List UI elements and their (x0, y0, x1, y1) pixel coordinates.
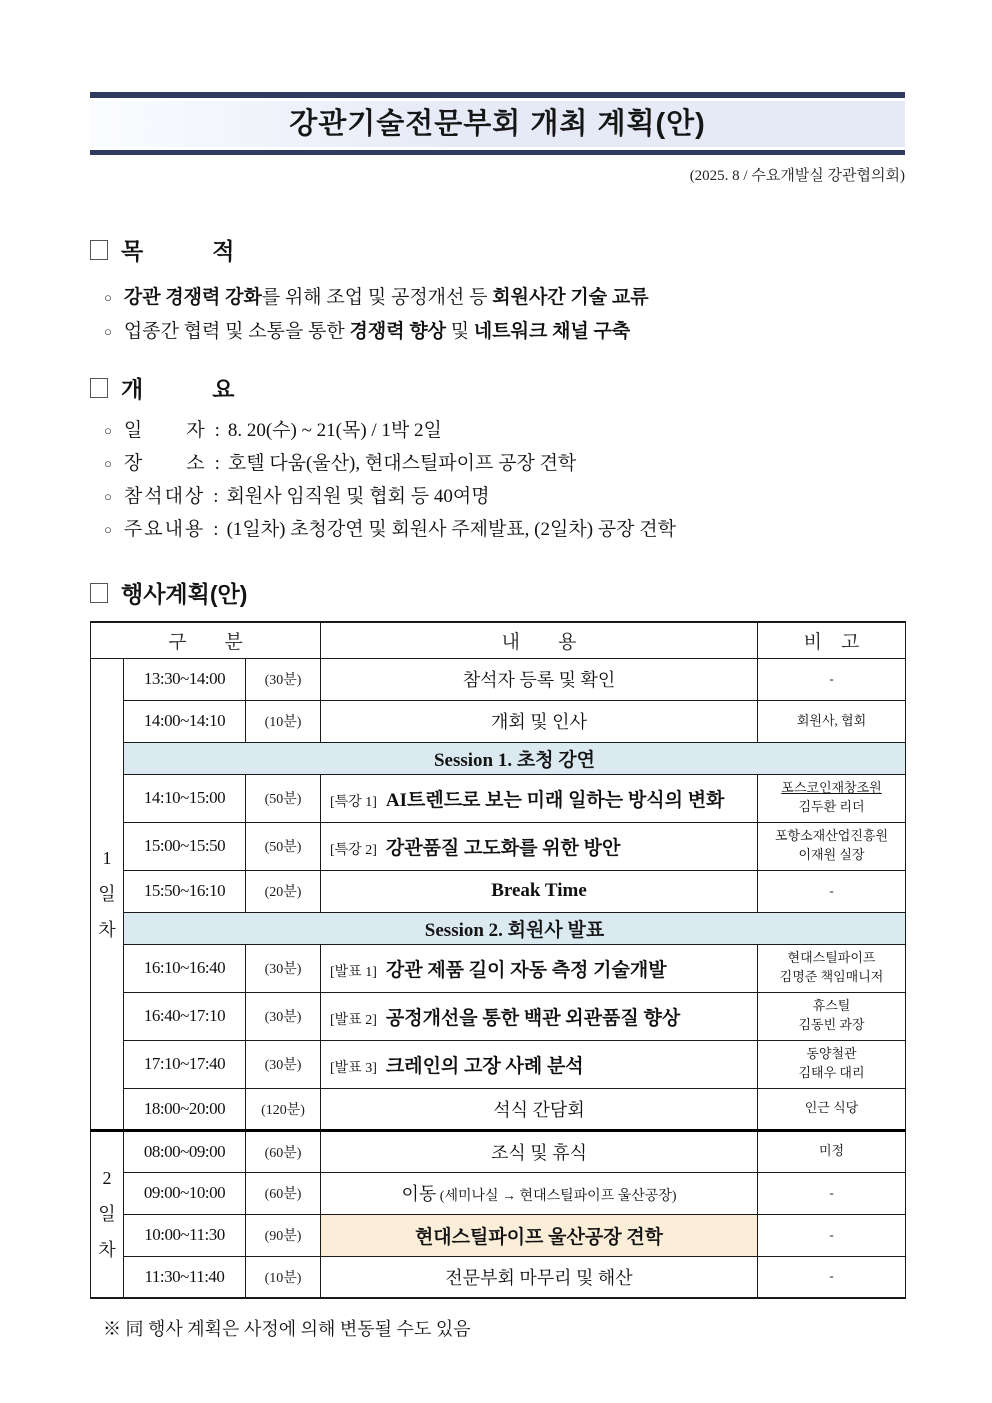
session-row (91, 742, 906, 774)
overview-item-label: 주요내용 (123, 519, 206, 540)
time-cell: 13:30~14:00 (124, 658, 246, 700)
content-cell: 석식 간담회 (321, 1088, 758, 1130)
remark-cell: - (758, 1214, 906, 1256)
time-cell: 18:00~20:00 (124, 1088, 246, 1130)
overview-item-label: 장 소 (123, 453, 207, 474)
duration-cell: (20분) (246, 870, 321, 912)
content-cell: [발표 3] 크레인의 고장 사례 분석 (321, 1040, 758, 1088)
remark-cell: 미정 (758, 1130, 906, 1172)
overview-item (104, 513, 905, 546)
colon-separator: : (214, 453, 220, 474)
circle-bullet-icon: ○ (104, 489, 112, 504)
table-row (91, 1130, 906, 1172)
content-cell: 조식 및 휴식 (321, 1130, 758, 1172)
remark-cell: - (758, 658, 906, 700)
content-cell: [발표 1] 강관 제품 길이 자동 측정 기술개발 (321, 944, 758, 992)
purpose-item-text: 강관 경쟁력 강화를 위해 조업 및 공정개선 등 회원사간 기술 교류 (123, 287, 649, 308)
table-row (91, 700, 906, 742)
overview-item (104, 447, 905, 480)
overview-item-value: (1일차) 초청강연 및 회원사 주제발표, (2일차) 공장 견학 (226, 519, 676, 540)
doc-subtitle: (2025. 8 / 수요개발실 강관협의회) (689, 168, 905, 184)
duration-cell: (10분) (246, 1256, 321, 1298)
remark-cell: - (758, 1256, 906, 1298)
remark-cell: 포스코인재창조원 김두환 리더 (758, 774, 906, 822)
duration-cell: (10분) (246, 700, 321, 742)
col-header-division: 구 분 (91, 622, 321, 658)
duration-cell: (30분) (246, 1040, 321, 1088)
circle-bullet-icon: ○ (104, 456, 112, 471)
square-bullet-icon (90, 240, 108, 260)
duration-cell: (30분) (246, 992, 321, 1040)
duration-cell: (60분) (246, 1130, 321, 1172)
overview-item (104, 414, 905, 447)
remark-cell: - (758, 870, 906, 912)
session-title: Session 1. 초청 강연 (124, 742, 906, 774)
colon-separator: : (213, 519, 219, 540)
table-row (91, 658, 906, 700)
duration-cell: (120분) (246, 1088, 321, 1130)
remark-cell: 휴스틸 김동빈 과장 (758, 992, 906, 1040)
purpose-item (104, 281, 905, 315)
time-cell: 10:00~11:30 (124, 1214, 246, 1256)
content-cell: [특강 1] AI트렌드로 보는 미래 일하는 방식의 변화 (321, 774, 758, 822)
time-cell: 14:10~15:00 (124, 774, 246, 822)
table-row (91, 1172, 906, 1214)
schedule-table (90, 621, 906, 1299)
day-cell: 1 일 차 (91, 658, 124, 1130)
time-cell: 15:00~15:50 (124, 822, 246, 870)
time-cell: 15:50~16:10 (124, 870, 246, 912)
table-row (91, 1088, 906, 1130)
content-cell: Break Time (321, 870, 758, 912)
content-cell: 개회 및 인사 (321, 700, 758, 742)
remark-cell: 동양철관 김태우 대리 (758, 1040, 906, 1088)
purpose-item (104, 315, 905, 349)
section-heading-plan-label: 행사계획(안) (121, 581, 248, 607)
colon-separator: : (214, 420, 220, 441)
section-heading-overview (90, 371, 905, 404)
content-cell: [특강 2] 강관품질 고도화를 위한 방안 (321, 822, 758, 870)
content-cell: 이동 (세미나실 → 현대스틸파이프 울산공장) (321, 1172, 758, 1214)
purpose-item-text: 업종간 협력 및 소통을 통한 경쟁력 향상 및 네트워크 채널 구축 (123, 321, 631, 342)
table-row (91, 822, 906, 870)
overview-item (104, 480, 905, 513)
duration-cell: (50분) (246, 822, 321, 870)
col-header-remark: 비 고 (758, 622, 906, 658)
content-cell: 전문부회 마무리 및 해산 (321, 1256, 758, 1298)
circle-bullet-icon: ○ (104, 522, 112, 537)
square-bullet-icon (90, 378, 108, 398)
remark-cell: 회원사, 협회 (758, 700, 906, 742)
overview-item-label: 일 자 (123, 420, 207, 441)
remark-cell: 포항소재산업진흥원 이재원 실장 (758, 822, 906, 870)
page-title: 강관기술전문부회 개최 계획(안) (90, 101, 905, 147)
overview-item-label: 참석대상 (123, 486, 206, 507)
section-heading-purpose (90, 233, 905, 266)
overview-item-value: 회원사 임직원 및 협회 등 40여명 (226, 486, 490, 507)
section-heading-purpose-label: 목 적 (121, 238, 235, 264)
time-cell: 11:30~11:40 (124, 1256, 246, 1298)
circle-bullet-icon: ○ (104, 290, 112, 305)
schedule-body (91, 658, 906, 1298)
table-row (91, 1040, 906, 1088)
table-row (91, 992, 906, 1040)
section-heading-plan (90, 576, 905, 609)
day-cell: 2 일 차 (91, 1130, 124, 1298)
purpose-list (90, 281, 905, 349)
content-cell: [발표 2] 공정개선을 통한 백관 외관품질 향상 (321, 992, 758, 1040)
square-bullet-icon (90, 583, 108, 603)
duration-cell: (60분) (246, 1172, 321, 1214)
duration-cell: (30분) (246, 944, 321, 992)
circle-bullet-icon: ○ (104, 324, 112, 339)
title-band (90, 92, 905, 155)
session-title: Session 2. 회원사 발표 (124, 912, 906, 944)
time-cell: 09:00~10:00 (124, 1172, 246, 1214)
session-row (91, 912, 906, 944)
circle-bullet-icon: ○ (104, 423, 112, 438)
table-row (91, 774, 906, 822)
time-cell: 08:00~09:00 (124, 1130, 246, 1172)
table-row (91, 870, 906, 912)
duration-cell: (50분) (246, 774, 321, 822)
remark-cell: 현대스틸파이프 김명준 책임매니저 (758, 944, 906, 992)
time-cell: 14:00~14:10 (124, 700, 246, 742)
table-header-row (91, 622, 906, 658)
time-cell: 16:10~16:40 (124, 944, 246, 992)
colon-separator: : (213, 486, 219, 507)
remark-cell: 인근 식당 (758, 1088, 906, 1130)
overview-item-value: 8. 20(수) ~ 21(목) / 1박 2일 (227, 420, 442, 441)
overview-item-value: 호텔 다움(울산), 현대스틸파이프 공장 견학 (227, 453, 577, 474)
col-header-content: 내 용 (321, 622, 758, 658)
content-cell: 참석자 등록 및 확인 (321, 658, 758, 700)
time-cell: 16:40~17:10 (124, 992, 246, 1040)
remark-cell: - (758, 1172, 906, 1214)
duration-cell: (30분) (246, 658, 321, 700)
overview-list (90, 414, 905, 546)
table-row (91, 944, 906, 992)
table-row (91, 1214, 906, 1256)
table-row (91, 1256, 906, 1298)
duration-cell: (90분) (246, 1214, 321, 1256)
footnote: ※ 同 행사 계획은 사정에 의해 변동될 수도 있음 (103, 1319, 471, 1339)
time-cell: 17:10~17:40 (124, 1040, 246, 1088)
section-heading-overview-label: 개 요 (121, 376, 235, 402)
content-cell: 현대스틸파이프 울산공장 견학 (321, 1214, 758, 1256)
